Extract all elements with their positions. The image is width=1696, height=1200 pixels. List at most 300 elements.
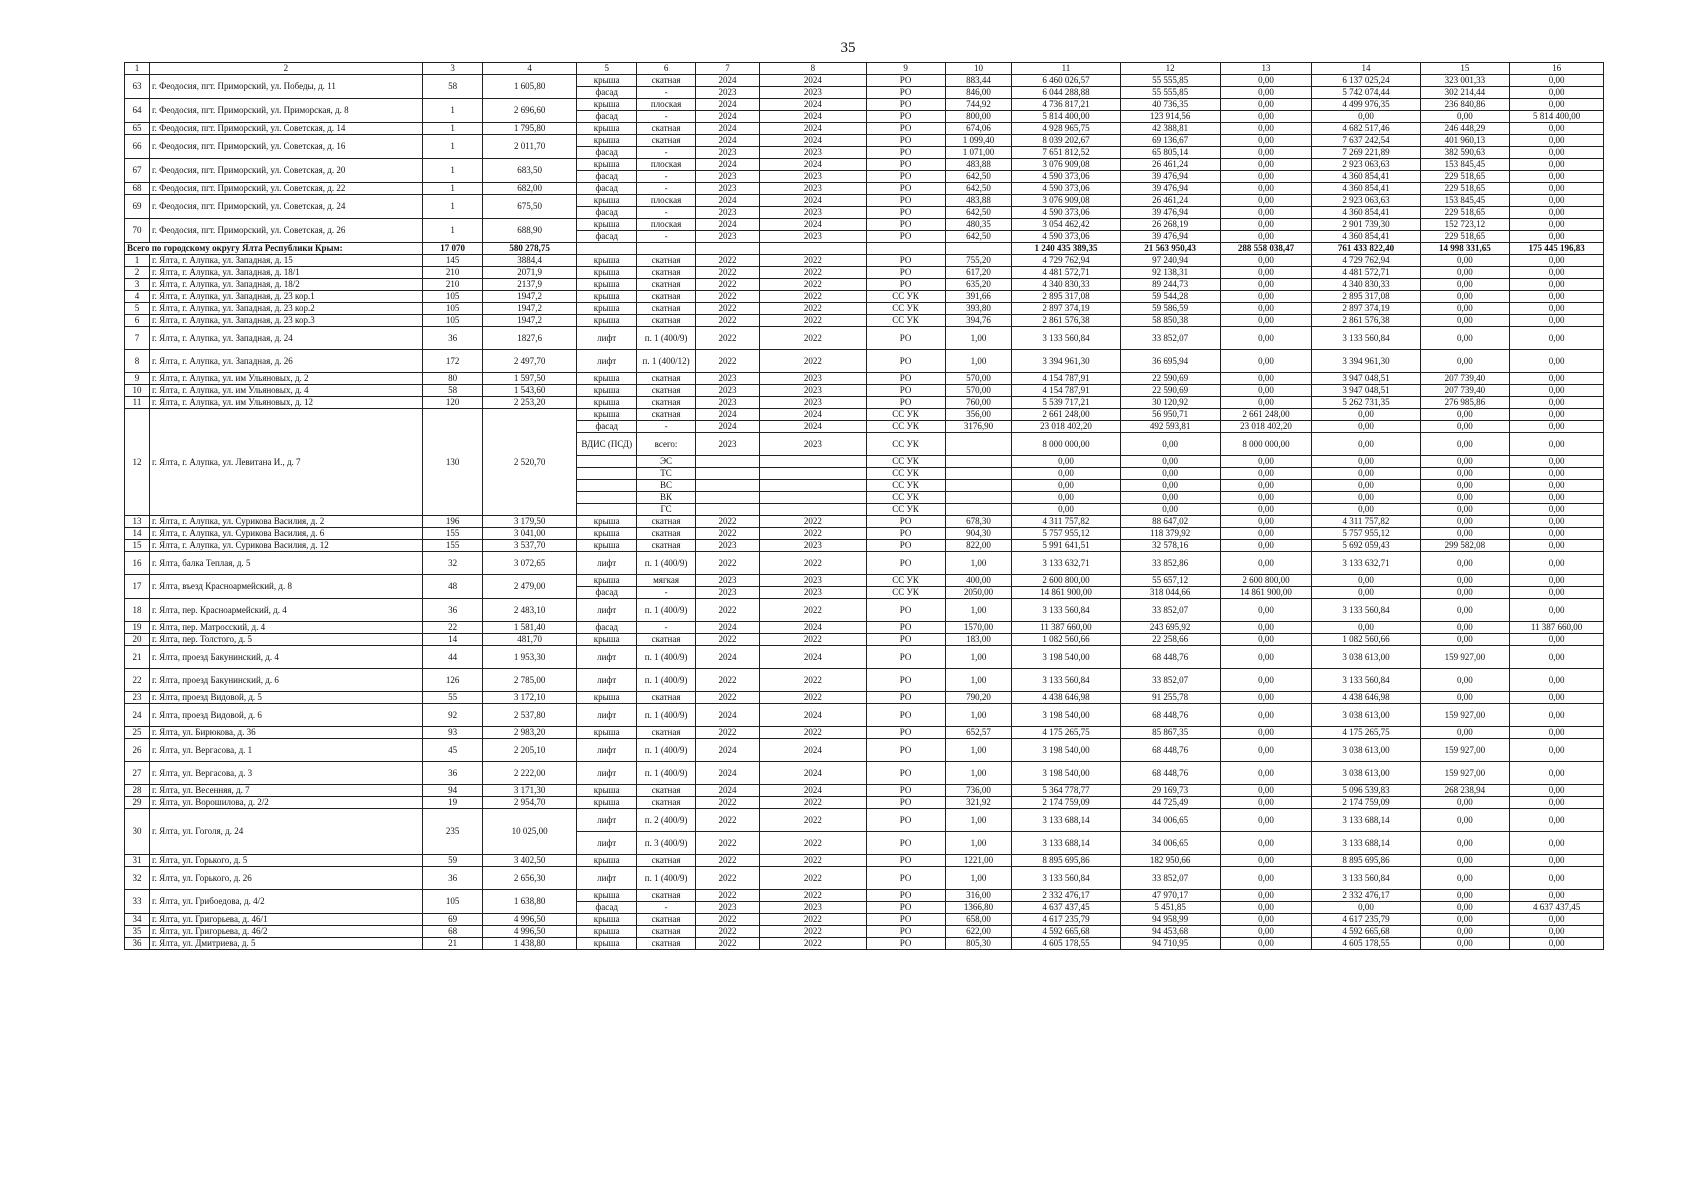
address: г. Ялта, проезд Бакунинский, д. 6 xyxy=(149,669,422,692)
row-number: 5 xyxy=(125,303,150,315)
table-cell: 3 038 613,00 xyxy=(1312,762,1420,785)
table-cell: 0,00 xyxy=(1510,938,1604,950)
table-cell: 0,00 xyxy=(1312,409,1420,421)
total-area: 1947,2 xyxy=(483,315,577,327)
table-cell: 47 970,17 xyxy=(1120,890,1220,902)
table-cell: крыша xyxy=(577,195,637,207)
table-cell: 0,00 xyxy=(1510,315,1604,327)
address: г. Феодосия, пгт. Приморский, ул. Советская, д. 20 xyxy=(149,159,422,183)
table-cell: 2 661 248,00 xyxy=(1220,409,1312,421)
table-cell: 22 590,69 xyxy=(1120,373,1220,385)
table-cell: 0,00 xyxy=(1220,516,1312,528)
table-cell: 0,00 xyxy=(1420,528,1510,540)
table-cell: СС УК xyxy=(866,575,945,587)
table-row xyxy=(125,195,1604,207)
table-cell: 0,00 xyxy=(1220,99,1312,111)
table-cell: 0,00 xyxy=(1420,587,1510,599)
table-cell: РО xyxy=(866,785,945,797)
table-cell: 2023 xyxy=(760,540,866,552)
table-cell: 0,00 xyxy=(1420,480,1510,492)
table-cell: 0,00 xyxy=(1220,219,1312,231)
table-cell: РО xyxy=(866,231,945,243)
row-number: 1 xyxy=(125,255,150,267)
table-cell xyxy=(945,492,1012,504)
row-number: 65 xyxy=(125,123,150,135)
table-row xyxy=(125,373,1604,385)
table-cell: 0,00 xyxy=(1312,622,1420,634)
table-cell: 2022 xyxy=(695,669,760,692)
table-cell: 39 476,94 xyxy=(1120,231,1220,243)
table-cell: 5 757 955,12 xyxy=(1012,528,1120,540)
table-cell: РО xyxy=(866,159,945,171)
apartments-count: 59 xyxy=(422,855,482,867)
table-cell: скатная xyxy=(637,914,695,926)
table-cell: 2023 xyxy=(760,183,866,195)
table-cell: 4 590 373,06 xyxy=(1012,171,1120,183)
table-cell: ВДИС (ПСД) xyxy=(577,433,637,456)
table-cell: 118 379,92 xyxy=(1120,528,1220,540)
table-cell: лифт xyxy=(577,599,637,622)
table-cell: 5 692 059,43 xyxy=(1312,540,1420,552)
table-cell: РО xyxy=(866,267,945,279)
table-cell: 22 590,69 xyxy=(1120,385,1220,397)
table-cell: 3 133 560,84 xyxy=(1312,599,1420,622)
table-cell: 0,00 xyxy=(1420,279,1510,291)
table-cell: 0,00 xyxy=(1220,315,1312,327)
apartments-count: 235 xyxy=(422,809,482,855)
table-cell: 2024 xyxy=(760,739,866,762)
table-cell: 2024 xyxy=(760,704,866,727)
table-cell: 2 600 800,00 xyxy=(1012,575,1120,587)
table-cell: РО xyxy=(866,914,945,926)
table-cell: 33 852,07 xyxy=(1120,669,1220,692)
table-cell: 4 340 830,33 xyxy=(1012,279,1120,291)
table-cell: 2023 xyxy=(695,902,760,914)
table-cell xyxy=(760,480,866,492)
table-cell: 2024 xyxy=(695,739,760,762)
table-cell: лифт xyxy=(577,327,637,350)
table-cell: 0,00 xyxy=(1220,504,1312,516)
address: г. Ялта, ул. Вергасова, д. 1 xyxy=(149,739,422,762)
table-cell: п. 1 (400/9) xyxy=(637,739,695,762)
table-cell: 2022 xyxy=(760,255,866,267)
table-cell: скатная xyxy=(637,634,695,646)
table-cell: 2022 xyxy=(760,669,866,692)
table-cell: 0,00 xyxy=(1510,890,1604,902)
table-cell: СС УК xyxy=(866,456,945,468)
table-cell: 2023 xyxy=(695,385,760,397)
table-cell: 0,00 xyxy=(1220,902,1312,914)
table-cell: 33 852,07 xyxy=(1120,599,1220,622)
total-area: 3 072,65 xyxy=(483,552,577,575)
table-cell xyxy=(760,456,866,468)
total-area: 3 171,30 xyxy=(483,785,577,797)
table-cell: 0,00 xyxy=(1510,552,1604,575)
table-cell: 14 861 900,00 xyxy=(1220,587,1312,599)
table-cell: 0,00 xyxy=(1220,492,1312,504)
table-cell: 4 499 976,35 xyxy=(1312,99,1420,111)
table-cell: скатная xyxy=(637,540,695,552)
row-number: 69 xyxy=(125,195,150,219)
table-cell: п. 1 (400/12) xyxy=(637,350,695,373)
table-row xyxy=(125,135,1604,147)
table-cell: 2022 xyxy=(760,867,866,890)
table-cell: РО xyxy=(866,692,945,704)
total-value: 175 445 196,83 xyxy=(1510,243,1604,255)
apartments-count: 69 xyxy=(422,914,482,926)
table-cell: 3 133 632,71 xyxy=(1012,552,1120,575)
total-area: 4 996,50 xyxy=(483,914,577,926)
table-cell: 1 071,00 xyxy=(945,147,1012,159)
table-cell: 3 038 613,00 xyxy=(1312,739,1420,762)
table-cell: 5 742 074,44 xyxy=(1312,87,1420,99)
table-cell: 2022 xyxy=(760,327,866,350)
table-cell: 0,00 xyxy=(1012,468,1120,480)
table-cell: 2022 xyxy=(760,350,866,373)
table-cell: 2022 xyxy=(760,599,866,622)
table-cell: 391,66 xyxy=(945,291,1012,303)
apartments-count: 1 xyxy=(422,195,482,219)
row-number: 13 xyxy=(125,516,150,528)
row-number: 16 xyxy=(125,552,150,575)
table-row xyxy=(125,279,1604,291)
table-cell: 23 018 402,20 xyxy=(1012,421,1120,433)
table-cell: РО xyxy=(866,327,945,350)
table-cell: 0,00 xyxy=(1220,147,1312,159)
table-cell: 2 332 476,17 xyxy=(1312,890,1420,902)
table-cell: 2023 xyxy=(760,147,866,159)
table-cell: 4 605 178,55 xyxy=(1312,938,1420,950)
column-number-cell: 9 xyxy=(866,63,945,75)
table-cell: 159 927,00 xyxy=(1420,704,1510,727)
table-cell: 3 133 560,84 xyxy=(1312,327,1420,350)
column-number-cell: 6 xyxy=(637,63,695,75)
table-row xyxy=(125,938,1604,950)
table-cell: 0,00 xyxy=(1420,727,1510,739)
table-cell: 268 238,94 xyxy=(1420,785,1510,797)
table-cell: 0,00 xyxy=(1510,385,1604,397)
table-cell xyxy=(695,492,760,504)
table-cell: 59 544,28 xyxy=(1120,291,1220,303)
apartments-count: 196 xyxy=(422,516,482,528)
table-cell: 2022 xyxy=(760,291,866,303)
table-cell: 2023 xyxy=(695,587,760,599)
table-cell: РО xyxy=(866,739,945,762)
table-row xyxy=(125,183,1604,195)
table-cell: 2022 xyxy=(695,350,760,373)
address: г. Ялта, г. Алупка, ул. им Ульяновых, д. 12 xyxy=(149,397,422,409)
table-cell: 229 518,65 xyxy=(1420,207,1510,219)
table-cell: 2024 xyxy=(695,111,760,123)
table-cell: п. 1 (400/9) xyxy=(637,704,695,727)
table-cell: 736,00 xyxy=(945,785,1012,797)
address: г. Феодосия, пгт. Приморский, ул. Советская, д. 14 xyxy=(149,123,422,135)
table-row xyxy=(125,159,1604,171)
table-cell: крыша xyxy=(577,516,637,528)
table-cell: 4 617 235,79 xyxy=(1012,914,1120,926)
table-cell: РО xyxy=(866,938,945,950)
table-cell: 0,00 xyxy=(1510,540,1604,552)
table-cell: 0,00 xyxy=(1220,195,1312,207)
total-area: 2 479,00 xyxy=(483,575,577,599)
table-cell: 0,00 xyxy=(1510,867,1604,890)
table-cell: 207 739,40 xyxy=(1420,385,1510,397)
table-cell: 658,00 xyxy=(945,914,1012,926)
table-cell: 0,00 xyxy=(1420,327,1510,350)
table-cell: 5 364 778,77 xyxy=(1012,785,1120,797)
table-cell: 0,00 xyxy=(1510,797,1604,809)
address: г. Ялта, ул. Вергасова, д. 3 xyxy=(149,762,422,785)
table-cell: 2022 xyxy=(695,867,760,890)
table-cell: 4 682 517,46 xyxy=(1312,123,1420,135)
table-cell: РО xyxy=(866,75,945,87)
table-row xyxy=(125,267,1604,279)
table-cell: 0,00 xyxy=(1420,575,1510,587)
address: г. Ялта, проезд Бакунинский, д. 4 xyxy=(149,646,422,669)
total-area: 2 696,60 xyxy=(483,99,577,123)
apartments-count: 36 xyxy=(422,762,482,785)
address: г. Ялта, ул. Гоголя, д. 24 xyxy=(149,809,422,855)
table-cell: 2024 xyxy=(695,75,760,87)
table-cell: - xyxy=(637,902,695,914)
table-cell: скатная xyxy=(637,409,695,421)
table-cell: 0,00 xyxy=(1120,433,1220,456)
table-cell: 0,00 xyxy=(1420,809,1510,832)
row-number: 19 xyxy=(125,622,150,634)
apartments-count: 22 xyxy=(422,622,482,634)
table-cell: 2022 xyxy=(760,914,866,926)
table-cell: 678,30 xyxy=(945,516,1012,528)
table-cell: 0,00 xyxy=(1220,855,1312,867)
table-cell: 321,92 xyxy=(945,797,1012,809)
table-row xyxy=(125,926,1604,938)
table-cell: РО xyxy=(866,926,945,938)
address: г. Ялта, г. Алупка, ул. Западная, д. 23 кор.1 xyxy=(149,291,422,303)
table-cell: скатная xyxy=(637,516,695,528)
table-cell: СС УК xyxy=(866,504,945,516)
table-cell: п. 1 (400/9) xyxy=(637,327,695,350)
table-cell: 2024 xyxy=(695,99,760,111)
table-cell: 0,00 xyxy=(1220,646,1312,669)
capital-repair-register-table xyxy=(124,62,1604,950)
table-cell: лифт xyxy=(577,552,637,575)
table-cell: 159 927,00 xyxy=(1420,762,1510,785)
total-apartments: 17 070 xyxy=(422,243,482,255)
table-cell: РО xyxy=(866,552,945,575)
table-cell: 3 038 613,00 xyxy=(1312,646,1420,669)
table-cell: 805,30 xyxy=(945,938,1012,950)
table-cell: 883,44 xyxy=(945,75,1012,87)
table-cell: скатная xyxy=(637,123,695,135)
table-cell: 1221,00 xyxy=(945,855,1012,867)
table-cell: 0,00 xyxy=(1420,303,1510,315)
table-cell: ТС xyxy=(637,468,695,480)
table-cell: СС УК xyxy=(866,468,945,480)
table-cell: 2022 xyxy=(695,516,760,528)
table-cell: 2024 xyxy=(760,409,866,421)
table-cell: 3 133 688,14 xyxy=(1012,832,1120,855)
table-cell: 0,00 xyxy=(1420,669,1510,692)
table-cell: п. 1 (400/9) xyxy=(637,599,695,622)
table-cell: 6 137 025,24 xyxy=(1312,75,1420,87)
row-number: 27 xyxy=(125,762,150,785)
table-cell: 2024 xyxy=(760,159,866,171)
table-cell: 0,00 xyxy=(1420,255,1510,267)
table-cell: крыша xyxy=(577,123,637,135)
table-cell: - xyxy=(637,622,695,634)
table-cell: 0,00 xyxy=(1220,123,1312,135)
table-cell: 92 138,31 xyxy=(1120,267,1220,279)
table-row xyxy=(125,552,1604,575)
table-cell: крыша xyxy=(577,540,637,552)
table-cell xyxy=(577,468,637,480)
apartments-count: 155 xyxy=(422,540,482,552)
table-cell: 6 460 026,57 xyxy=(1012,75,1120,87)
table-row xyxy=(125,516,1604,528)
table-cell: 5 991 641,51 xyxy=(1012,540,1120,552)
table-cell: 68 448,76 xyxy=(1120,762,1220,785)
apartments-count: 1 xyxy=(422,123,482,135)
table-cell: 0,00 xyxy=(1312,575,1420,587)
row-number: 25 xyxy=(125,727,150,739)
column-number-cell: 13 xyxy=(1220,63,1312,75)
table-cell: 153 845,45 xyxy=(1420,195,1510,207)
table-cell: 0,00 xyxy=(1220,207,1312,219)
table-cell: 2024 xyxy=(695,762,760,785)
total-area: 2 954,70 xyxy=(483,797,577,809)
table-cell: 0,00 xyxy=(1220,87,1312,99)
table-cell: 6 044 288,88 xyxy=(1012,87,1120,99)
table-cell: 2023 xyxy=(695,540,760,552)
table-cell: 4 637 437,45 xyxy=(1510,902,1604,914)
table-cell: 0,00 xyxy=(1220,739,1312,762)
total-area: 1827,6 xyxy=(483,327,577,350)
table-cell: 1,00 xyxy=(945,646,1012,669)
table-cell: 635,20 xyxy=(945,279,1012,291)
address: г. Ялта, въезд Красноармейский, д. 8 xyxy=(149,575,422,599)
table-cell: 2022 xyxy=(695,528,760,540)
table-cell: - xyxy=(637,421,695,433)
table-cell: крыша xyxy=(577,855,637,867)
total-area: 3884,4 xyxy=(483,255,577,267)
table-cell: 2 661 248,00 xyxy=(1012,409,1120,421)
address: г. Ялта, ул. Горького, д. 26 xyxy=(149,867,422,890)
table-cell: 4 360 854,41 xyxy=(1312,231,1420,243)
column-number-cell: 5 xyxy=(577,63,637,75)
total-area: 1 795,80 xyxy=(483,123,577,135)
table-cell: 0,00 xyxy=(1510,183,1604,195)
table-cell: 3 133 560,84 xyxy=(1012,867,1120,890)
table-cell: 23 018 402,20 xyxy=(1220,421,1312,433)
table-cell: 0,00 xyxy=(1510,669,1604,692)
table-cell: 0,00 xyxy=(1220,727,1312,739)
table-cell: 2022 xyxy=(695,303,760,315)
table-cell: 2022 xyxy=(760,809,866,832)
table-cell: 3 198 540,00 xyxy=(1012,704,1120,727)
table-cell: 0,00 xyxy=(1220,552,1312,575)
table-row xyxy=(125,622,1604,634)
table-cell: 4 736 817,21 xyxy=(1012,99,1120,111)
apartments-count: 68 xyxy=(422,926,482,938)
total-area: 2 785,00 xyxy=(483,669,577,692)
total-area: 1947,2 xyxy=(483,303,577,315)
table-cell: 3 133 632,71 xyxy=(1312,552,1420,575)
table-cell: 32 578,16 xyxy=(1120,540,1220,552)
row-number: 26 xyxy=(125,739,150,762)
table-cell: скатная xyxy=(637,797,695,809)
table-cell: РО xyxy=(866,599,945,622)
table-cell: крыша xyxy=(577,385,637,397)
total-area: 3 179,50 xyxy=(483,516,577,528)
table-cell: крыша xyxy=(577,528,637,540)
column-number-cell: 1 xyxy=(125,63,150,75)
address: г. Ялта, ул. Грибоедова, д. 4/2 xyxy=(149,890,422,914)
address: г. Ялта, ул. Горького, д. 5 xyxy=(149,855,422,867)
table-cell: 2022 xyxy=(760,797,866,809)
table-row xyxy=(125,797,1604,809)
address: г. Ялта, г. Алупка, ул. Сурикова Василия, д. 6 xyxy=(149,528,422,540)
table-cell: РО xyxy=(866,669,945,692)
table-cell: 0,00 xyxy=(1420,350,1510,373)
table-cell: 1 082 560,66 xyxy=(1312,634,1420,646)
table-cell: 69 136,67 xyxy=(1120,135,1220,147)
table-cell: 1,00 xyxy=(945,669,1012,692)
table-cell: 34 006,65 xyxy=(1120,832,1220,855)
table-cell: 0,00 xyxy=(1312,902,1420,914)
table-cell: 0,00 xyxy=(1420,267,1510,279)
address: г. Ялта, пер. Красноармейский, д. 4 xyxy=(149,599,422,622)
table-cell: скатная xyxy=(637,303,695,315)
table-row xyxy=(125,634,1604,646)
row-number: 7 xyxy=(125,327,150,350)
table-cell: фасад xyxy=(577,87,637,99)
apartments-count: 93 xyxy=(422,727,482,739)
total-area: 2 656,30 xyxy=(483,867,577,890)
table-cell: 7 637 242,54 xyxy=(1312,135,1420,147)
row-number: 6 xyxy=(125,315,150,327)
table-cell: скатная xyxy=(637,692,695,704)
row-number: 31 xyxy=(125,855,150,867)
row-number: 66 xyxy=(125,135,150,159)
table-cell: 2022 xyxy=(760,634,866,646)
table-cell: 0,00 xyxy=(1510,504,1604,516)
table-cell: 0,00 xyxy=(1012,492,1120,504)
table-cell: 26 461,24 xyxy=(1120,159,1220,171)
table-cell: 0,00 xyxy=(1510,255,1604,267)
table-cell: скатная xyxy=(637,75,695,87)
table-cell: 0,00 xyxy=(1220,327,1312,350)
table-cell: 302 214,44 xyxy=(1420,87,1510,99)
table-cell: 4 154 787,91 xyxy=(1012,373,1120,385)
table-cell: 0,00 xyxy=(1220,135,1312,147)
table-cell xyxy=(760,504,866,516)
table-cell: РО xyxy=(866,634,945,646)
table-cell: 2022 xyxy=(760,279,866,291)
column-number-cell: 7 xyxy=(695,63,760,75)
total-value: 14 998 331,65 xyxy=(1420,243,1510,255)
table-cell: 33 852,86 xyxy=(1120,552,1220,575)
table-cell: п. 3 (400/9) xyxy=(637,832,695,855)
table-cell: 483,88 xyxy=(945,195,1012,207)
table-cell: 570,00 xyxy=(945,385,1012,397)
apartments-count: 58 xyxy=(422,385,482,397)
address: г. Ялта, проезд Видовой, д. 5 xyxy=(149,692,422,704)
table-cell: РО xyxy=(866,255,945,267)
address: г. Ялта, пер. Матросский, д. 4 xyxy=(149,622,422,634)
table-cell: 0,00 xyxy=(1220,159,1312,171)
row-number: 36 xyxy=(125,938,150,950)
table-row xyxy=(125,123,1604,135)
